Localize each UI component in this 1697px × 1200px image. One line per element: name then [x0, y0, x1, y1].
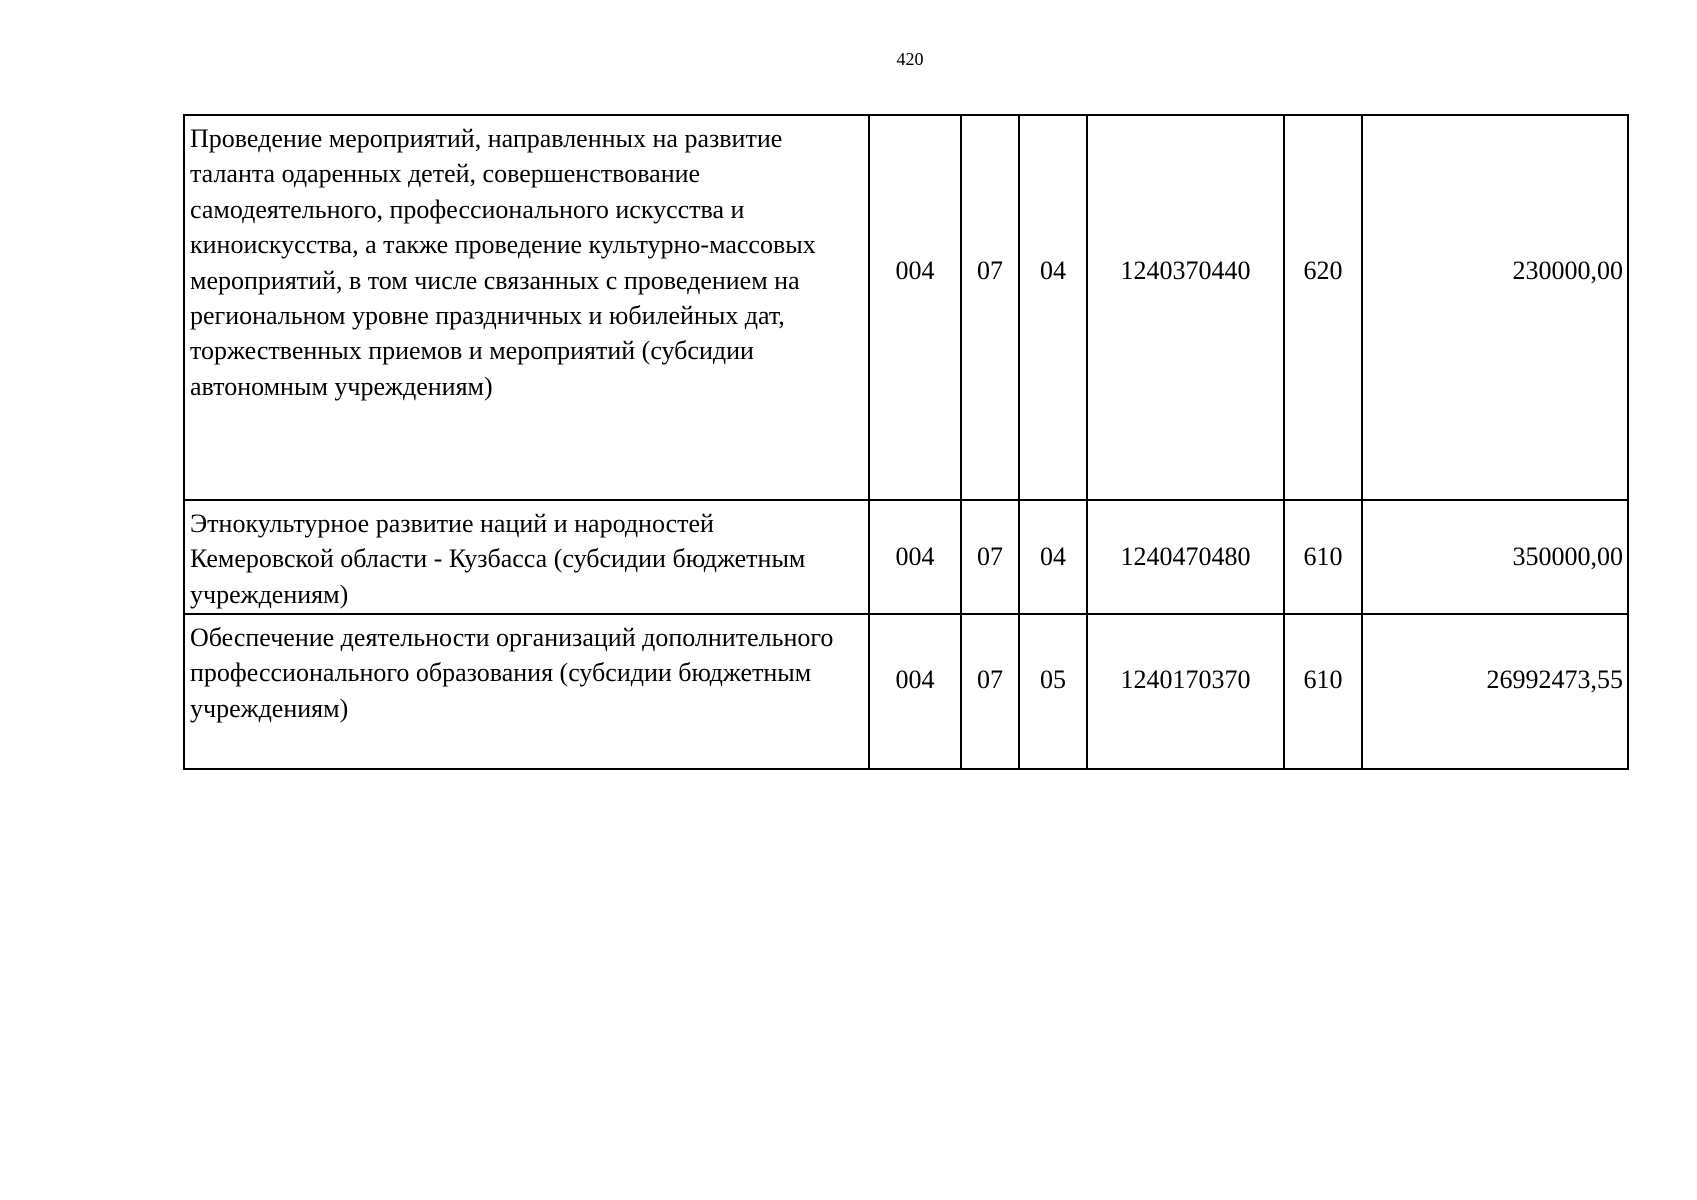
row-description: Обеспечение деятельности организаций дополнительного профессионального образования (субсидии бюджетным учреждениям) — [184, 614, 869, 769]
target-article-code: 1240470480 — [1087, 500, 1284, 614]
ministry-code: 004 — [869, 500, 961, 614]
subsection-code: 04 — [1019, 500, 1087, 614]
target-article-code: 1240370440 — [1087, 115, 1284, 500]
ministry-code: 004 — [869, 115, 961, 500]
table-row — [184, 614, 1628, 769]
row-description: Проведение мероприятий, направленных на развитие таланта одаренных детей, совершенствование самодеятельного, профессионального искусства и киноискусства, а также проведение культурно-массовых мероприятий, в том числе связанных с проведением на региональном уровне праздничных и юбилейных дат, торжественных приемов и мероприятий (субсидии автономным учреждениям) — [184, 115, 869, 500]
subsection-code: 05 — [1019, 614, 1087, 769]
table-row — [184, 115, 1628, 500]
section-code: 07 — [961, 614, 1019, 769]
amount-value: 230000,00 — [1362, 115, 1628, 500]
amount-value: 26992473,55 — [1362, 614, 1628, 769]
expense-type-code: 620 — [1284, 115, 1362, 500]
ministry-code: 004 — [869, 614, 961, 769]
subsection-code: 04 — [1019, 115, 1087, 500]
table-row — [184, 500, 1628, 614]
section-code: 07 — [961, 500, 1019, 614]
expense-type-code: 610 — [1284, 500, 1362, 614]
section-code: 07 — [961, 115, 1019, 500]
target-article-code: 1240170370 — [1087, 614, 1284, 769]
expense-type-code: 610 — [1284, 614, 1362, 769]
budget-table — [183, 114, 1629, 770]
row-description: Этнокультурное развитие наций и народностей Кемеровской области - Кузбасса (субсидии бюджетным учреждениям) — [184, 500, 869, 614]
amount-value: 350000,00 — [1362, 500, 1628, 614]
page-number: 420 — [896, 49, 924, 69]
